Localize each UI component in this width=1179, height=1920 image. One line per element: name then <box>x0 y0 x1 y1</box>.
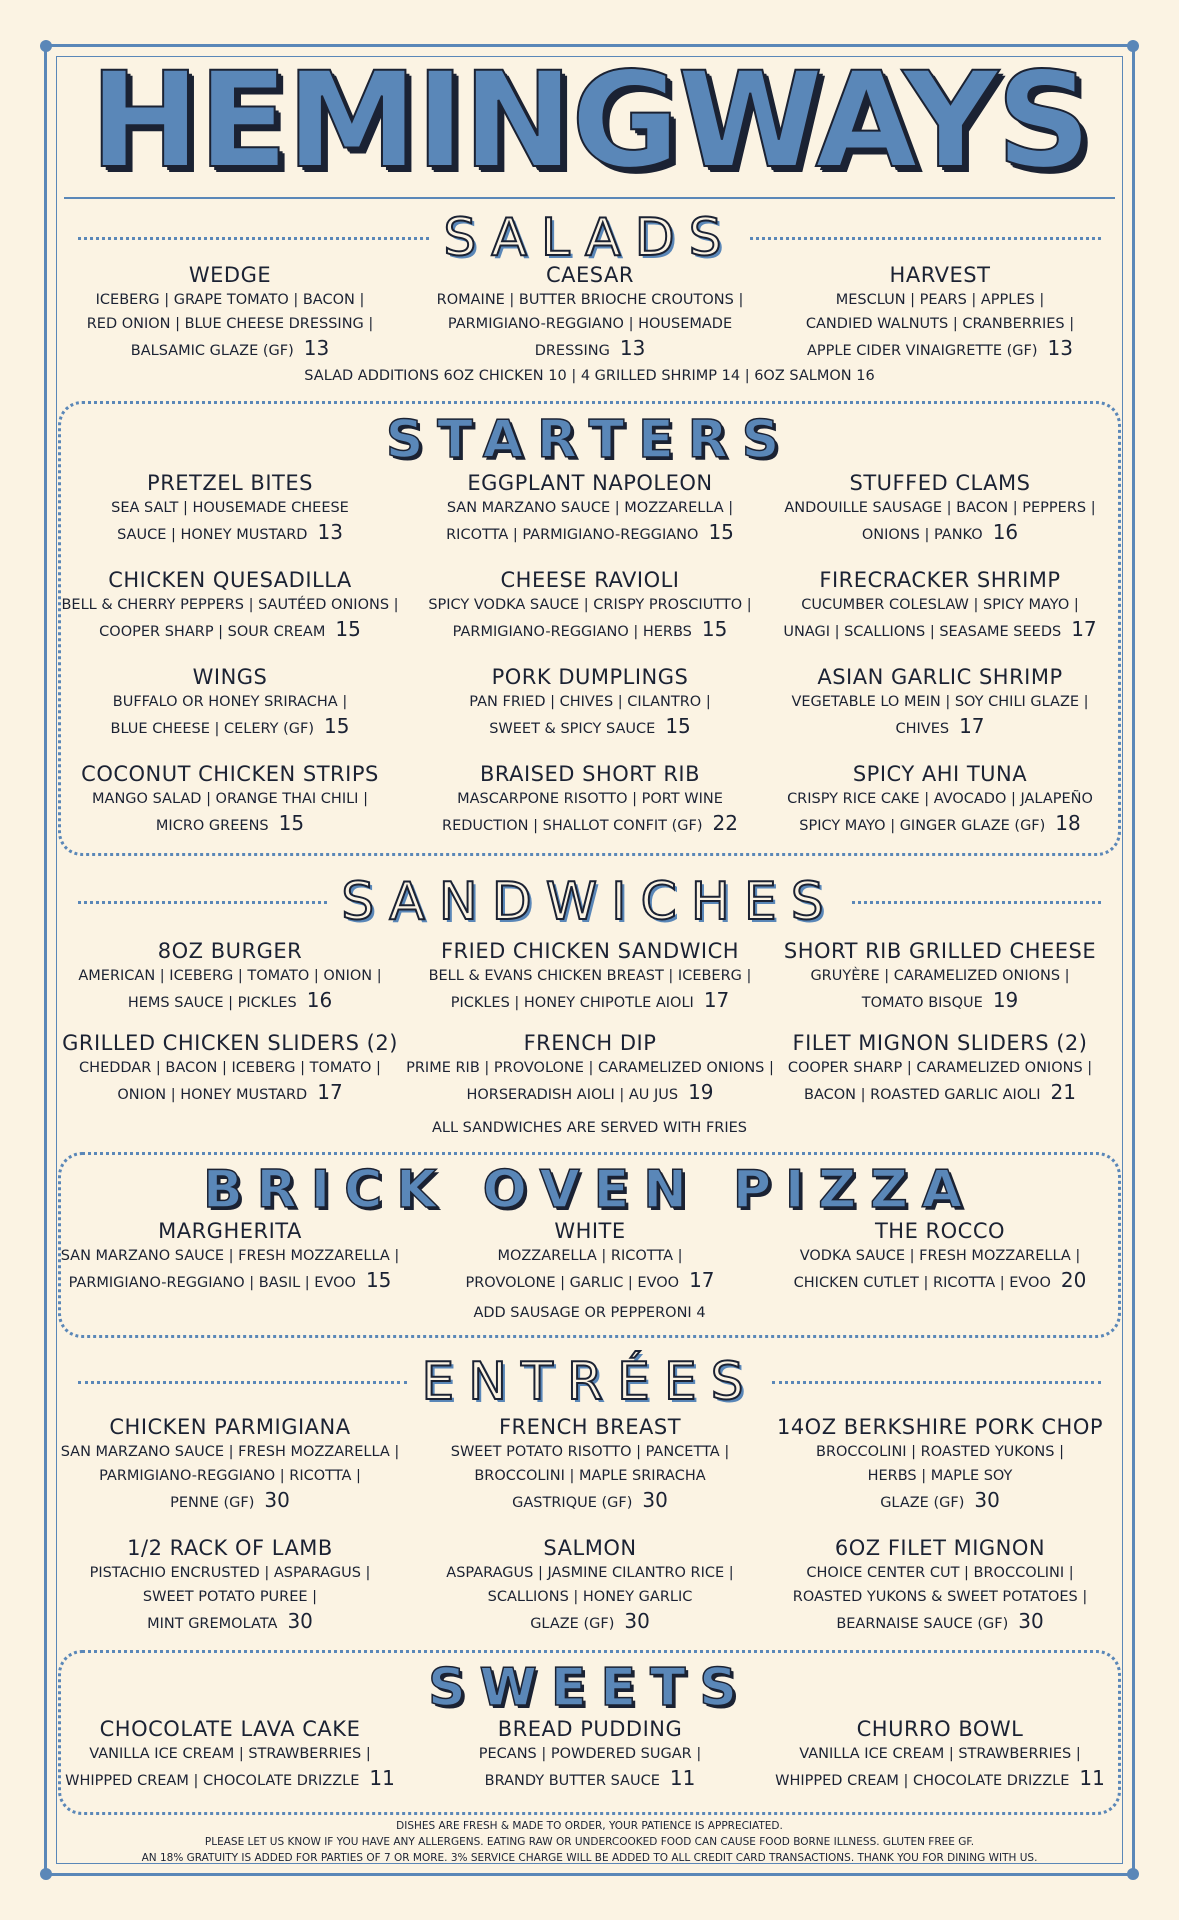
salad-additions-note: SALAD ADDITIONS 6OZ CHICKEN 10 | 4 GRILLED SHRIMP 14 | 6OZ SALMON 16 <box>304 368 875 384</box>
item-description-text: SPICY VODKA SAUCE | CRISPY PROSCIUTTO | <box>428 597 752 613</box>
item-name: 6OZ FILET MIGNON <box>834 1536 1046 1560</box>
item-description-text: CUCUMBER COLESLAW | SPICY MAYO | <box>801 597 1079 613</box>
menu-item <box>30 1030 430 1107</box>
item-description-text: MASCARPONE RISOTTO | PORT WINE <box>457 791 723 807</box>
item-description-text: TOMATO BISQUE <box>861 995 983 1011</box>
item-description-text: MICRO GREENS <box>155 818 269 834</box>
item-name: MARGHERITA <box>158 1219 302 1243</box>
item-description <box>740 811 1140 838</box>
item-description-text: BEARNAISE SAUCE (GF) <box>836 1616 1009 1632</box>
item-description <box>740 617 1140 644</box>
footer-line: AN 18% GRATUITY IS ADDED FOR PARTIES OF 7 OR MORE. 3% SERVICE CHARGE WILL BE ADDED TO ALL CREDIT CARD TRANSACTIONS. THANK YOU FOR DINING WITH US. <box>141 1852 1038 1864</box>
item-description-text: PECANS | POWDERED SUGAR | <box>478 1746 702 1762</box>
menu-item <box>390 1716 790 1793</box>
item-description <box>740 1585 1140 1609</box>
item-description <box>740 288 1140 312</box>
item-description <box>30 1488 430 1515</box>
item-price: 30 <box>624 1609 650 1633</box>
dotted-rule <box>78 901 327 904</box>
item-description <box>30 714 430 741</box>
sweets-title: SWEETS <box>428 1658 751 1718</box>
dotted-rule <box>78 1381 407 1384</box>
item-description <box>740 312 1140 336</box>
item-description <box>390 496 790 520</box>
item-description-text: DRESSING <box>534 343 610 359</box>
item-description-text: RED ONION | BLUE CHEESE DRESSING | <box>86 316 374 332</box>
item-name: CHOCOLATE LAVA CAKE <box>99 1717 361 1741</box>
item-name: BRAISED SHORT RIB <box>479 762 701 786</box>
item-description <box>390 1440 790 1464</box>
item-name: PRETZEL BITES <box>147 471 313 495</box>
item-description <box>390 964 790 988</box>
item-description-text: SAN MARZANO SAUCE | MOZZARELLA | <box>446 500 734 516</box>
item-description-text: SAN MARZANO SAUCE | FRESH MOZZARELLA | <box>60 1444 400 1460</box>
item-description <box>390 593 790 617</box>
item-price: 16 <box>992 520 1019 544</box>
item-description <box>30 336 430 363</box>
item-description <box>30 312 430 336</box>
item-description <box>390 1585 790 1609</box>
item-name: SHORT RIB GRILLED CHEESE <box>783 939 1097 963</box>
item-description-text: WHIPPED CREAM | CHOCOLATE DRIZZLE <box>775 1773 1070 1789</box>
menu-item <box>390 1535 790 1636</box>
item-description <box>740 1268 1140 1295</box>
item-description-text: SWEET & SPICY SAUCE <box>489 721 656 737</box>
dotted-rule <box>750 237 1101 240</box>
item-description <box>30 1080 430 1107</box>
menu-item <box>390 1218 790 1295</box>
item-description-text: CHOICE CENTER CUT | BROCCOLINI | <box>806 1565 1074 1581</box>
item-description-text: SPICY MAYO | GINGER GLAZE (GF) <box>799 818 1046 834</box>
footer-line: PLEASE LET US KNOW IF YOU HAVE ANY ALLERGENS. EATING RAW OR UNDERCOOKED FOOD CAN CAUSE FOOD BORNE ILLNESS. GLUTEN FREE GF. <box>204 1836 975 1848</box>
item-price: 15 <box>365 1268 392 1292</box>
item-description-text: ASPARAGUS | JASMINE CILANTRO RICE | <box>446 1565 734 1581</box>
item-description-text: PARMIGIANO-REGGIANO | HOUSEMADE <box>447 316 733 332</box>
item-description-text: GLAZE (GF) <box>880 1495 965 1511</box>
item-name: WEDGE <box>188 263 272 287</box>
item-description <box>740 1488 1140 1515</box>
menu-item <box>30 567 430 644</box>
item-price: 11 <box>369 1766 395 1790</box>
item-price: 17 <box>317 1080 343 1104</box>
entrees-title: ENTRÉES <box>421 1352 758 1412</box>
item-price: 17 <box>689 1268 715 1292</box>
item-description <box>390 336 790 363</box>
item-description-text: CRISPY RICE CAKE | AVOCADO | JALAPEÑO <box>787 791 1093 807</box>
item-description-text: PISTACHIO ENCRUSTED | ASPARAGUS | <box>89 1565 371 1581</box>
item-description <box>740 964 1140 988</box>
item-description <box>390 1244 790 1268</box>
item-description-text: HEMS SAUCE | PICKLES <box>127 995 297 1011</box>
item-name: CHICKEN PARMIGIANA <box>109 1415 351 1439</box>
item-name: GRILLED CHICKEN SLIDERS (2) <box>62 1031 398 1055</box>
item-price: 17 <box>703 988 730 1012</box>
item-price: 21 <box>1050 1080 1076 1104</box>
item-description-text: BLUE CHEESE | CELERY (GF) <box>110 721 315 737</box>
salads-title: SALADS <box>443 208 736 268</box>
item-description-text: BACON | ROASTED GARLIC AIOLI <box>804 1087 1041 1103</box>
item-description <box>740 988 1140 1015</box>
menu-item <box>740 1535 1140 1636</box>
item-name: BREAD PUDDING <box>497 1717 683 1741</box>
item-description <box>30 593 430 617</box>
item-description <box>390 1080 790 1107</box>
item-price: 17 <box>959 714 985 738</box>
item-description-text: SCALLIONS | HONEY GARLIC <box>487 1589 693 1605</box>
pizza-header <box>70 1160 1109 1220</box>
item-description <box>390 1056 790 1080</box>
sandwiches-note: ALL SANDWICHES ARE SERVED WITH FRIES <box>431 1120 747 1136</box>
item-description <box>740 1766 1140 1793</box>
footer-notes <box>0 1818 1179 1866</box>
item-description <box>390 1464 790 1488</box>
item-description-text: ONIONS | PANKO <box>861 527 983 543</box>
item-description <box>740 787 1140 811</box>
item-description-text: VANILLA ICE CREAM | STRAWBERRIES | <box>89 1746 371 1762</box>
item-description-text: PAN FRIED | CHIVES | CILANTRO | <box>469 694 711 710</box>
item-description <box>30 1244 430 1268</box>
menu-item <box>390 262 790 363</box>
item-description-text: ANDOUILLE SAUSAGE | BACON | PEPPERS | <box>784 500 1096 516</box>
item-description-text: BELL & CHERRY PEPPERS | SAUTÉED ONIONS | <box>61 597 399 613</box>
item-price: 15 <box>708 520 734 544</box>
item-name: FRENCH BREAST <box>498 1415 682 1439</box>
item-description <box>740 1742 1140 1766</box>
item-description-text: SWEET POTATO PUREE | <box>142 1589 318 1605</box>
item-description <box>740 714 1140 741</box>
item-name: FRIED CHICKEN SANDWICH <box>440 939 740 963</box>
brand-title: HEMINGWAYS <box>89 44 1090 198</box>
item-description <box>30 288 430 312</box>
menu-item <box>390 1414 790 1515</box>
item-price: 19 <box>992 988 1019 1012</box>
item-description <box>30 690 430 714</box>
menu-item <box>30 1535 430 1636</box>
item-price: 15 <box>665 714 691 738</box>
item-description <box>390 811 790 838</box>
menu-item <box>30 761 430 838</box>
item-description-text: BRANDY BUTTER SAUCE <box>484 1773 660 1789</box>
item-description <box>740 336 1140 363</box>
item-name: THE ROCCO <box>874 1219 1006 1243</box>
item-description <box>390 617 790 644</box>
item-price: 17 <box>1071 617 1097 641</box>
item-description-text: GASTRIQUE (GF) <box>512 1495 633 1511</box>
menu-item <box>740 470 1140 547</box>
item-description <box>740 496 1140 520</box>
item-description-text: SAN MARZANO SAUCE | FRESH MOZZARELLA | <box>60 1248 400 1264</box>
item-name: COCONUT CHICKEN STRIPS <box>81 762 379 786</box>
dotted-rule <box>78 237 429 240</box>
corner-dot <box>40 1868 52 1880</box>
item-description-text: HERBS | MAPLE SOY <box>867 1468 1013 1484</box>
item-price: 30 <box>974 1488 1000 1512</box>
item-description-text: BUFFALO OR HONEY SRIRACHA | <box>112 694 348 710</box>
item-description <box>740 690 1140 714</box>
salads-header <box>70 208 1109 268</box>
item-description <box>30 787 430 811</box>
item-price: 20 <box>1060 1268 1087 1292</box>
item-description <box>390 520 790 547</box>
item-description <box>740 1440 1140 1464</box>
item-description-text: MINT GREMOLATA <box>147 1616 278 1632</box>
dotted-rule <box>772 1381 1101 1384</box>
item-price: 13 <box>619 336 646 360</box>
item-name: EGGPLANT NAPOLEON <box>467 471 713 495</box>
item-description <box>30 1056 430 1080</box>
item-description <box>390 1742 790 1766</box>
item-description-text: MESCLUN | PEARS | APPLES | <box>835 292 1045 308</box>
starters-header <box>70 410 1109 470</box>
item-description-text: HORSERADISH AIOLI | AU JUS <box>466 1087 679 1103</box>
item-description-text: CHEDDAR | BACON | ICEBERG | TOMATO | <box>79 1060 381 1076</box>
menu-item <box>390 664 790 741</box>
item-price: 13 <box>303 336 330 360</box>
item-description-text: SAUCE | HONEY MUSTARD <box>117 527 308 543</box>
item-description <box>390 787 790 811</box>
item-description-text: ONION | HONEY MUSTARD <box>117 1087 308 1103</box>
item-name: FIRECRACKER SHRIMP <box>819 568 1061 592</box>
menu-item <box>740 1414 1140 1515</box>
item-description-text: VODKA SAUCE | FRESH MOZZARELLA | <box>799 1248 1081 1264</box>
pizza-title: BRICK OVEN PIZZA <box>203 1160 976 1220</box>
item-name: 14OZ BERKSHIRE PORK CHOP <box>776 1415 1104 1439</box>
item-description-text: MOZZARELLA | RICOTTA | <box>497 1248 683 1264</box>
item-description <box>740 1561 1140 1585</box>
item-price: 30 <box>1018 1609 1044 1633</box>
item-description-text: SEA SALT | HOUSEMADE CHEESE <box>111 500 349 516</box>
item-description <box>30 520 430 547</box>
item-description <box>30 811 430 838</box>
starters-title: STARTERS <box>385 410 794 470</box>
brand-divider <box>64 197 1115 199</box>
item-description <box>390 988 790 1015</box>
menu-item <box>30 262 430 363</box>
item-description-text: PRIME RIB | PROVOLONE | CARAMELIZED ONIONS | <box>406 1060 774 1076</box>
item-name: WHITE <box>554 1219 626 1243</box>
item-description <box>390 1766 790 1793</box>
item-description-text: ROMAINE | BUTTER BRIOCHE CROUTONS | <box>436 292 744 308</box>
item-description-text: SWEET POTATO RISOTTO | PANCETTA | <box>450 1444 730 1460</box>
item-description-text: MANGO SALAD | ORANGE THAI CHILI | <box>92 791 368 807</box>
item-description <box>30 1268 430 1295</box>
menu-item <box>740 567 1140 644</box>
item-description-text: PARMIGIANO-REGGIANO | HERBS <box>452 624 692 640</box>
item-price: 15 <box>701 617 728 641</box>
entrees-header <box>70 1352 1109 1412</box>
dotted-rule <box>852 901 1101 904</box>
item-price: 11 <box>1079 1766 1105 1790</box>
item-description <box>740 1609 1140 1636</box>
item-price: 30 <box>264 1488 290 1512</box>
item-description <box>390 1561 790 1585</box>
item-description <box>390 312 790 336</box>
item-price: 30 <box>642 1488 668 1512</box>
item-description-text: CHICKEN CUTLET | RICOTTA | EVOO <box>793 1275 1051 1291</box>
item-description-text: UNAGI | SCALLIONS | SEASAME SEEDS <box>783 624 1062 640</box>
item-description-text: ROASTED YUKONS & SWEET POTATOES | <box>792 1589 1088 1605</box>
item-description <box>30 617 430 644</box>
item-description-text: PENNE (GF) <box>170 1495 255 1511</box>
menu-item <box>390 470 790 547</box>
item-price: 18 <box>1055 811 1081 835</box>
menu-item <box>740 938 1140 1015</box>
item-description <box>30 1585 430 1609</box>
menu-item <box>30 1716 430 1793</box>
item-description <box>30 1440 430 1464</box>
item-description-text: REDUCTION | SHALLOT CONFIT (GF) <box>442 818 703 834</box>
item-description-text: WHIPPED CREAM | CHOCOLATE DRIZZLE <box>65 1773 360 1789</box>
item-description-text: GRUYÈRE | CARAMELIZED ONIONS | <box>810 968 1070 984</box>
item-description-text: CANDIED WALNUTS | CRANBERRIES | <box>805 316 1075 332</box>
footer-line: DISHES ARE FRESH & MADE TO ORDER, YOUR PATIENCE IS APPRECIATED. <box>396 1820 783 1832</box>
menu-item <box>390 938 790 1015</box>
item-name: CHEESE RAVIOLI <box>500 568 680 592</box>
item-description <box>30 1609 430 1636</box>
item-description <box>390 714 790 741</box>
menu-item <box>740 262 1140 363</box>
item-description-text: BALSAMIC GLAZE (GF) <box>130 343 294 359</box>
item-description <box>390 690 790 714</box>
item-description-text: VANILLA ICE CREAM | STRAWBERRIES | <box>799 1746 1081 1762</box>
item-description-text: COOPER SHARP | CARAMELIZED ONIONS | <box>787 1060 1093 1076</box>
item-description <box>740 520 1140 547</box>
item-price: 15 <box>335 617 361 641</box>
corner-dot <box>1127 1868 1139 1880</box>
item-description <box>30 964 430 988</box>
item-description <box>740 1244 1140 1268</box>
item-name: STUFFED CLAMS <box>849 471 1031 495</box>
item-description-text: PARMIGIANO-REGGIANO | BASIL | EVOO <box>68 1275 356 1291</box>
menu-item <box>390 567 790 644</box>
item-price: 13 <box>317 520 343 544</box>
item-description-text: PROVOLONE | GARLIC | EVOO <box>465 1275 680 1291</box>
item-name: SALMON <box>543 1536 637 1560</box>
item-description <box>740 1080 1140 1107</box>
item-price: 16 <box>306 988 333 1012</box>
item-price: 11 <box>669 1766 696 1790</box>
menu-item <box>740 664 1140 741</box>
item-name: CAESAR <box>546 263 634 287</box>
item-name: FRENCH DIP <box>523 1031 657 1055</box>
pizza-note: ADD SAUSAGE OR PEPPERONI 4 <box>473 1305 706 1321</box>
item-price: 22 <box>712 811 738 835</box>
menu-item <box>390 761 790 838</box>
item-description-text: CHIVES <box>895 721 950 737</box>
menu-item <box>740 761 1140 838</box>
menu-item <box>740 1716 1140 1793</box>
item-description-text: BROCCOLINI | ROASTED YUKONS | <box>816 1444 1064 1460</box>
item-name: HARVEST <box>889 263 991 287</box>
item-description <box>390 288 790 312</box>
item-name: FILET MIGNON SLIDERS (2) <box>792 1031 1088 1055</box>
item-description-text: PICKLES | HONEY CHIPOTLE AIOLI <box>450 995 694 1011</box>
sweets-header <box>70 1658 1109 1718</box>
item-description <box>740 1464 1140 1488</box>
item-description <box>30 496 430 520</box>
item-description-text: APPLE CIDER VINAIGRETTE (GF) <box>807 343 1038 359</box>
item-description-text: ICEBERG | GRAPE TOMATO | BACON | <box>95 292 365 308</box>
item-name: CHICKEN QUESADILLA <box>108 568 352 592</box>
item-description <box>30 1742 430 1766</box>
menu-item <box>30 664 430 741</box>
item-description <box>30 1766 430 1793</box>
sandwiches-title: SANDWICHES <box>341 872 838 932</box>
item-price: 30 <box>287 1609 313 1633</box>
item-description <box>740 593 1140 617</box>
sandwiches-header <box>70 872 1109 932</box>
menu-item <box>30 1414 430 1515</box>
item-description-text: BELL & EVANS CHICKEN BREAST | ICEBERG | <box>428 968 752 984</box>
item-description <box>740 1056 1140 1080</box>
item-description <box>390 1488 790 1515</box>
item-description-text: PARMIGIANO-REGGIANO | RICOTTA | <box>99 1468 361 1484</box>
item-description-text: AMERICAN | ICEBERG | TOMATO | ONION | <box>78 968 382 984</box>
item-description-text: BROCCOLINI | MAPLE SRIRACHA <box>474 1468 706 1484</box>
menu-item <box>30 938 430 1015</box>
menu-item <box>740 1030 1140 1107</box>
item-price: 15 <box>278 811 305 835</box>
item-price: 13 <box>1047 336 1073 360</box>
item-name: WINGS <box>192 665 268 689</box>
item-description <box>30 1464 430 1488</box>
item-name: 1/2 RACK OF LAMB <box>127 1536 333 1560</box>
item-name: SPICY AHI TUNA <box>852 762 1028 786</box>
item-price: 19 <box>688 1080 714 1104</box>
item-description-text: RICOTTA | PARMIGIANO-REGGIANO <box>446 527 699 543</box>
menu-item <box>30 1218 430 1295</box>
item-description-text: COOPER SHARP | SOUR CREAM <box>99 624 326 640</box>
item-description-text: GLAZE (GF) <box>530 1616 615 1632</box>
item-description <box>390 1268 790 1295</box>
menu-item <box>740 1218 1140 1295</box>
item-description <box>30 988 430 1015</box>
item-description <box>30 1561 430 1585</box>
item-name: ASIAN GARLIC SHRIMP <box>817 665 1063 689</box>
menu-item <box>30 470 430 547</box>
item-name: CHURRO BOWL <box>856 1717 1024 1741</box>
item-name: PORK DUMPLINGS <box>491 665 689 689</box>
item-description <box>390 1609 790 1636</box>
menu-item <box>390 1030 790 1107</box>
item-name: 8OZ BURGER <box>157 939 303 963</box>
item-price: 15 <box>324 714 350 738</box>
item-description-text: VEGETABLE LO MEIN | SOY CHILI GLAZE | <box>791 694 1089 710</box>
